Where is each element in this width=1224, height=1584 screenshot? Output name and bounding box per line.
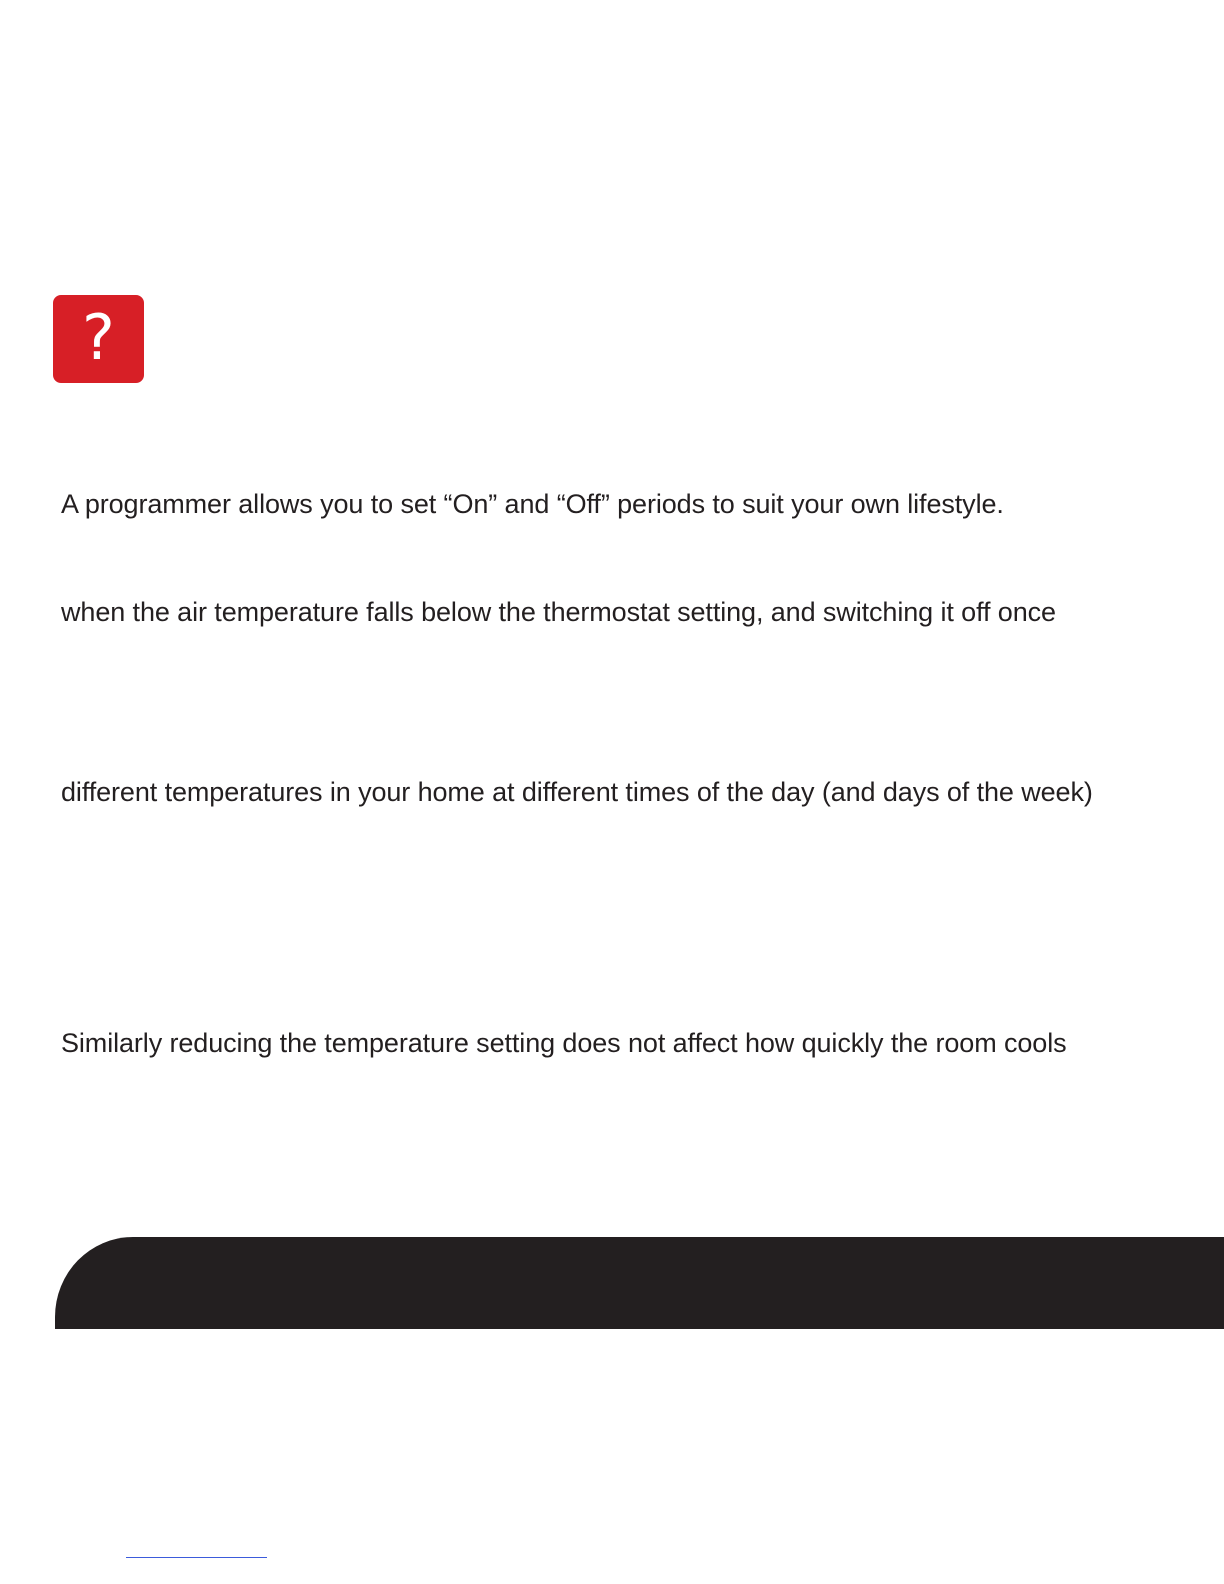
body-text-line: A programmer allows you to set “On” and “Off” periods to suit your own lifestyle. xyxy=(61,489,1004,519)
section-header-band xyxy=(55,1237,1224,1329)
link-underline xyxy=(126,1557,267,1558)
question-mark-glyph: ? xyxy=(82,301,115,374)
body-text-line: different temperatures in your home at different times of the day (and days of the week) xyxy=(61,777,1093,807)
help-question-icon xyxy=(53,295,144,383)
body-text-line: when the air temperature falls below the thermostat setting, and switching it off once xyxy=(61,597,1056,627)
body-text-line: Similarly reducing the temperature setting does not affect how quickly the room cools xyxy=(61,1028,1067,1058)
